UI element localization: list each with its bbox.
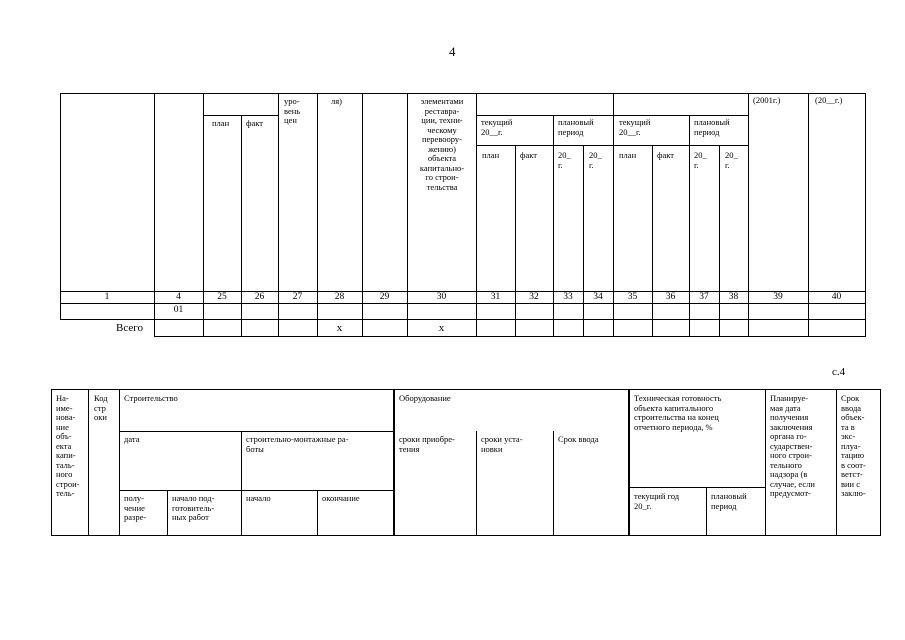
header-start: начало	[246, 493, 271, 503]
column-number: 32	[529, 292, 539, 302]
page-number: 4	[449, 44, 456, 59]
header-plan-3: план	[619, 150, 637, 160]
header-planned-period-2: плановый период	[694, 117, 730, 137]
header-construction: Строительство	[124, 393, 178, 403]
column-number: 4	[176, 292, 181, 302]
header-preparatory-start: начало под- готовитель- ных работ	[172, 493, 215, 522]
header-planned-conclusion-date: Планируе- мая дата получения заключения органа го- сударствен- ного строи- тельного надзора (в случае, если предусмот-	[770, 393, 815, 498]
column-number: 35	[627, 292, 638, 302]
section-label: с.4	[832, 366, 846, 378]
column-number: 31	[490, 292, 501, 302]
column-number: 36	[665, 292, 676, 302]
header-end: окончание	[322, 493, 360, 503]
column-number: 27	[292, 292, 303, 302]
column-number: 39	[773, 292, 783, 302]
header-fact: факт	[246, 118, 264, 128]
header-technical-readiness: Техническая готовность объекта капитального строительства на конец отчетного периода, %	[634, 393, 722, 432]
header-planned-period-1: плановый период	[558, 117, 594, 137]
header-lya: ля)	[331, 96, 342, 106]
row-code: 01	[173, 305, 184, 315]
header-plan: план	[212, 118, 230, 128]
column-number: 29	[379, 292, 390, 302]
total-x-mark: х	[438, 322, 445, 334]
header-year-20: (20__г.)	[815, 95, 843, 105]
column-number: 26	[254, 292, 265, 302]
header-year-d: 20_ г.	[725, 150, 738, 170]
header-equipment: Оборудование	[399, 393, 451, 403]
total-x-mark: х	[336, 322, 343, 334]
header-year-2001: (2001г.)	[753, 95, 781, 105]
column-number: 30	[436, 292, 447, 302]
header-fact-3: факт	[657, 150, 675, 160]
header-object-name: На- име- нова- ние объ- екта капи- таль- ного строи- тель-	[56, 393, 80, 498]
header-plan-2: план	[482, 150, 500, 160]
header-fact-2: факт	[520, 150, 538, 160]
total-label: Всего	[116, 322, 143, 334]
column-number: 25	[217, 292, 227, 302]
header-current-year-1: текущий 20__г.	[481, 117, 513, 137]
header-row-code: Код стр оки	[94, 393, 108, 422]
header-year-b: 20_ г.	[589, 150, 602, 170]
header-permit: полу- чение разре-	[124, 493, 147, 522]
column-number: 40	[831, 292, 842, 302]
header-price-level: уро- вень цен	[284, 96, 301, 125]
header-operation-date: Срок ввода объек- та в экс- плуа- тацию в соот- ветст- вии с заклю-	[841, 393, 866, 498]
header-current-year: текущий год 20_г.	[634, 491, 680, 511]
header-acquisition-dates: сроки приобре- тения	[399, 434, 455, 454]
header-current-year-2: текущий 20__г.	[619, 117, 651, 137]
header-construction-works: строительно-монтажные ра- боты	[246, 434, 349, 454]
header-installation-dates: сроки уста- новки	[481, 434, 523, 454]
column-number: 1	[104, 292, 110, 302]
header-elements: элементами реставра- ции, техни- ческому перевоору- жению) объекта капитально- го строи- тельства	[419, 96, 465, 192]
column-number: 33	[563, 292, 573, 302]
column-number: 28	[334, 292, 345, 302]
header-year-c: 20_ г.	[694, 150, 707, 170]
column-number: 34	[593, 292, 603, 302]
header-year-a: 20_ г.	[558, 150, 571, 170]
header-date: дата	[124, 434, 140, 444]
header-commissioning-date: Срок ввода	[558, 434, 599, 444]
column-number: 37	[699, 292, 709, 302]
header-planned-period: плановый период	[711, 491, 747, 511]
column-number: 38	[728, 292, 739, 302]
